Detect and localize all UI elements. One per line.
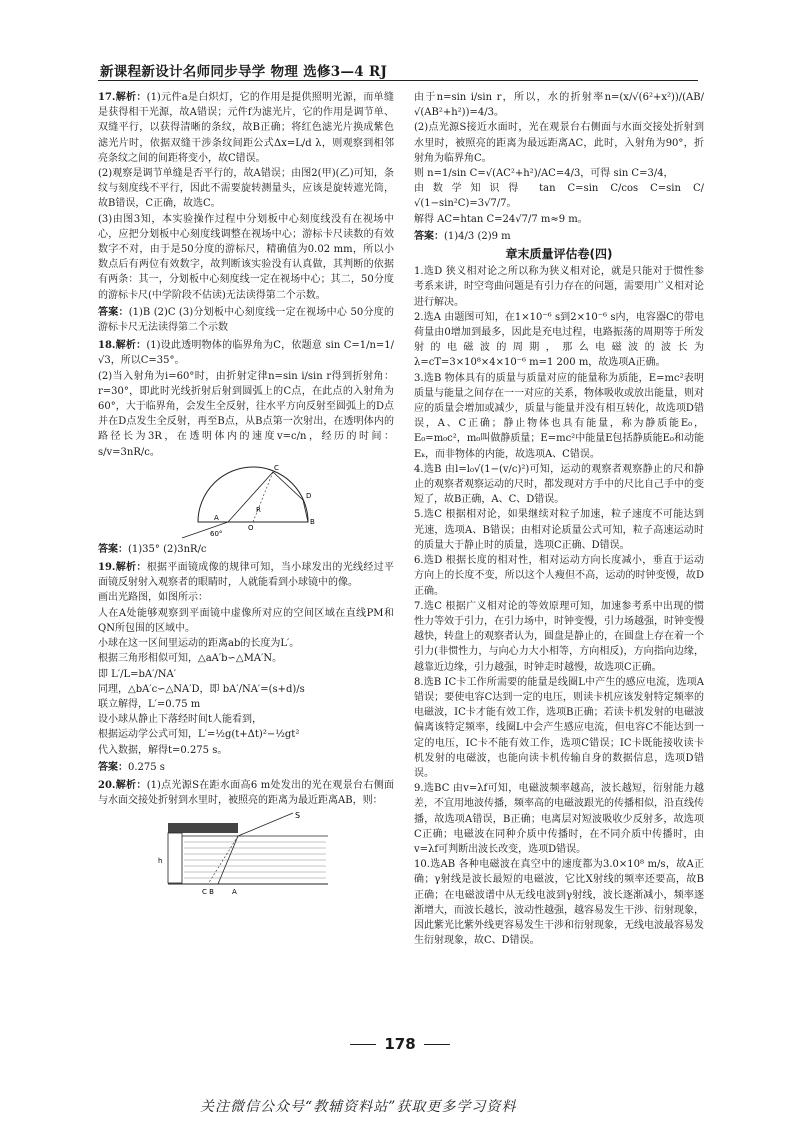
q19-p8: 联立解得，L′=0.75 m xyxy=(98,698,201,710)
item-4: 4.选B 由l=l₀√(1−(v/c)²)可知，运动的观察者观察静止的尺和静止的观察者观察运动的尺时，都发现对方手中的尺比自己手中的变短了，故B正确，A、C、D错误。 xyxy=(414,463,704,506)
q20-p6: 解得 AC=htan C=24√7/7 m≈9 m。 xyxy=(414,213,588,225)
right-column xyxy=(414,90,704,948)
q19-p2: 画出光路图，如图所示： xyxy=(98,592,208,604)
q19-p7: 同理，△bA′c∽△NA′D，即 bA′/NA′=(s+d)/s xyxy=(98,683,305,695)
left-column xyxy=(98,90,394,898)
q19-p10: 根据运动学公式可知，L′=½g(t+Δt)²−½gt² xyxy=(98,729,300,741)
svg-text:h: h xyxy=(158,857,163,866)
pool-figure xyxy=(98,808,394,898)
item-1: 1.选D 狭义相对论之所以称为狭义相对论，就是只能对于惯性参考系来讲，时空弯曲问题是有引力存在的问题，需要用广义相对论进行解决。 xyxy=(414,266,704,308)
q17-p2: (2)观察是调节单缝是否平行的，故A错误；由图2(甲)(乙)可知，条纹与刻度线不平行，因此不需要旋转测量头，应该是旋转遮光筒，故B错误，C正确，故选C。 xyxy=(98,168,394,210)
item-7: 7.选C 根据广义相对论的等效原理可知，加速参考系中出现的惯性力等效于引力，在引力场中，时钟变慢，引力场越强，时钟变慢越快，转盘上的观察者认为，圆盘是静止的，在圆盘上存在着一个引力(非惯性力，与向心力大小相等，方向相反)，方向指向边缘，越靠近边缘，引力越强，时钟走时越慢，故选项C正确。 xyxy=(414,600,704,673)
q18-p2: (2)当入射角为i=60°时，由折射定律n=sin i/sin r得到折射角：r=30°，即此时光线折射后射到圆弧上的C点，在此点的入射角为60°，大于临界角，会发生全反射，往水平方向反射至圆弧上的D点并在D点发生全反射，再至B点，从B点第一次射出，在透明体内的路径长为3R，在透明体内的速度v=c/n，经历的时间：s/v=3nR/c。 xyxy=(98,370,394,458)
q20-p1: 20.解析：(1)点光源S在距水面高6 m处发出的光在观景台右侧面与水面交接处折射到水里时，被照亮的距离为最近距离AB，则： xyxy=(98,779,395,807)
item-5: 5.选C 根据相对论，如果继续对粒子加速，粒子速度不可能达到光速，选项A、B错误；由相对论质量公式可知，粒子高速运动时的质量大于静止时的质量，选项C正确、D错误。 xyxy=(414,509,704,551)
q20-p2: 由于n=sin i/sin r，所以，水的折射率n=(x/√(6²+x²))/(AB/√(AB²+h²))=4/3。 xyxy=(414,92,704,119)
svg-text:C: C xyxy=(274,463,279,472)
svg-text:S: S xyxy=(295,811,301,821)
footer-note: 关注微信公众号“教辅资料站”获取更多学习资料 xyxy=(200,1099,517,1115)
q18-answer: 答案：(1)35° (2)3nR/c xyxy=(98,543,207,555)
item-10: 10.选AB 各种电磁波在真空中的速度都为3.0×10⁸ m/s，故A正确；γ射线是波长最短的电磁波，它比X射线的频率还要高，故B正确；在电磁波谱中从无线电波到γ射线，波长逐渐减小，频率逐渐增大，而波长越长，波动性越强，越容易发生干涉、衍射现象，因此紫光比紫外线更容易发生干涉和衍射现象，无线电波最容易发生衍射现象，故C、D错误。 xyxy=(414,859,704,947)
q17-answer: 答案：(1)B (2)C (3)分划板中心刻度线一定在视场中心 50分度的游标卡尺无法读得第二个示数 xyxy=(98,306,394,334)
svg-text:60°: 60° xyxy=(210,529,223,538)
q20-p3: (2)点光源S接近水面时，光在观景台右侧面与水面交接处折射到水里时，被照亮的距离为最远距离AC，此时，入射角为90°，折射角为临界角C。 xyxy=(414,122,704,164)
svg-text:B: B xyxy=(310,517,315,526)
q19-p11: 代入数据，解得t=0.275 s。 xyxy=(98,744,228,756)
q17-p3: (3)由图3知，本实验操作过程中分划板中心刻度线没有在视场中心，应把分划板中心刻度线调整在视场中心；游标卡尺读数的有效数字不对，由于是50分度的游标尺，精确值为0.02 mm，所以小数点后有两位有效数字，故判断该实验没有认真做，其判断的依据有两条：其一，分划板中心刻度线一定在视场中心；其二，50分度的游标卡尺(中学阶段不估读)无法读得第二个示数。 xyxy=(98,213,394,301)
svg-text:C B: C B xyxy=(202,888,214,897)
q19-p3: 人在A处能够观察到平面镜中虚像所对应的空间区域在直线PM和QN所包围的区域中。 xyxy=(98,607,394,634)
q19-answer: 答案：0.275 s xyxy=(98,761,165,773)
semicircle-figure xyxy=(98,460,394,540)
q19-p5: 根据三角形相似可知，△aA′b∽△MA′N。 xyxy=(98,653,283,665)
item-9: 9.选BC 由v=λf可知，电磁波频率越高，波长越短，衍射能力越差，不宜用地波传播，频率高的电磁波跟光的传播相似，沿直线传播，故选项A错误，B正确；电离层对短波吸收少反射多，故选项C正确；电磁波在同种介质中传播时，在不同介质中传播时，由v=λf可判断出波长改变，选项D错误。 xyxy=(414,783,704,855)
q18-p1: 18.解析：(1)设此透明物体的临界角为C，依题意 sin C=1/n=1/√3，所以C=35°。 xyxy=(98,340,395,367)
item-2: 2.选A 由题图可知，在1×10⁻⁶ s到2×10⁻⁶ s内，电容器C的带电荷量由0增加到最多，因此是充电过程，电路振荡的周期等于所发射的电磁波的周期，那么电磁波的波长为λ=cT=3×10⁸×4×10⁻⁶ m=1 200 m，故选项A正确。 xyxy=(414,311,704,369)
page-header: 新课程新设计名师同步导学 物理 选修3—4 RJ xyxy=(100,64,388,80)
q20-p4: 则 n=1/sin C=√(AC²+h²)/AC=4/3，可得 sin C=3/4， xyxy=(414,168,674,180)
item-3: 3.选B 物体具有的质量与质量对应的能量称为质能，E=mc²表明质量与能量之间存在一一对应的关系，物体吸收或放出能量，则对应的质量会增加或减少，质量与能量并没有相互转化，故选项D错误，A、C正确；静止物体也具有能量，称为静质能E₀，E₀=m₀c²，m₀叫做静质量；E=mc²中能量E包括静质能E₀和动能Eₖ，而非物体的内能，故选项A、C错误。 xyxy=(414,372,704,460)
svg-text:A: A xyxy=(232,888,237,897)
svg-text:A: A xyxy=(214,513,219,522)
svg-text:D: D xyxy=(306,491,312,500)
section-title: 章末质量评估卷(四) xyxy=(505,247,613,262)
q19-p6: 即 L′/L=bA′/NA′ xyxy=(98,668,176,680)
svg-text:O: O xyxy=(248,523,254,532)
q19-p4: 小球在这一区间里运动的距离ab的长度为L′。 xyxy=(98,638,300,650)
q20-answer: 答案：(1)4/3 (2)9 m xyxy=(414,230,511,242)
page-number: 178 xyxy=(330,1035,470,1053)
header-rule xyxy=(98,80,698,81)
q19-p1: 19.解析：根据平面镜成像的规律可知，当小球发出的光线经过平面镜反射射入观察者的眼睛时，人就能看到小球镜中的像。 xyxy=(98,562,395,589)
item-6: 6.选D 根据长度的相对性，相对运动方向长度减小，垂直于运动方向上的长度不变，所以这个人瘦但不高，运动的时钟变慢，故D正确。 xyxy=(414,555,704,597)
q19-p9: 设小球从静止下落经时间t人能看到， xyxy=(98,714,263,726)
svg-text:R: R xyxy=(256,505,261,514)
q20-p5: 由数学知识得 tan C=sin C/cos C=sin C/√(1−sin²C)=3√7/7。 xyxy=(414,183,704,210)
q17-p1: 17.解析：(1)元件a是白炽灯，它的作用是提供照明光源，而单缝是获得相干光源，故A错误；元件f为滤光片，它的作用是调节单、双缝平行，以获得清晰的条纹，故B正确；将红色滤光片换成紫色滤光片时，依据双缝干涉条纹间距公式Δx=L/d λ，则观察到相邻亮条纹之间的间距将变小，故C错误。 xyxy=(98,92,394,164)
item-8: 8.选B IC卡工作所需要的能量是线圈L中产生的感应电流，选项A错误；要使电容C达到一定的电压，则读卡机应该发射特定频率的电磁波，IC卡才能有效工作，选项B正确；若读卡机发射的电磁波偏离该特定频率，线圈L中会产生感应电流，但电容C不能达到一定的电压，IC卡不能有效工作，选项C错误；IC卡既能接收读卡机发射的电磁波，也能向读卡机传输自身的数据信息，选项D错误。 xyxy=(414,676,704,779)
